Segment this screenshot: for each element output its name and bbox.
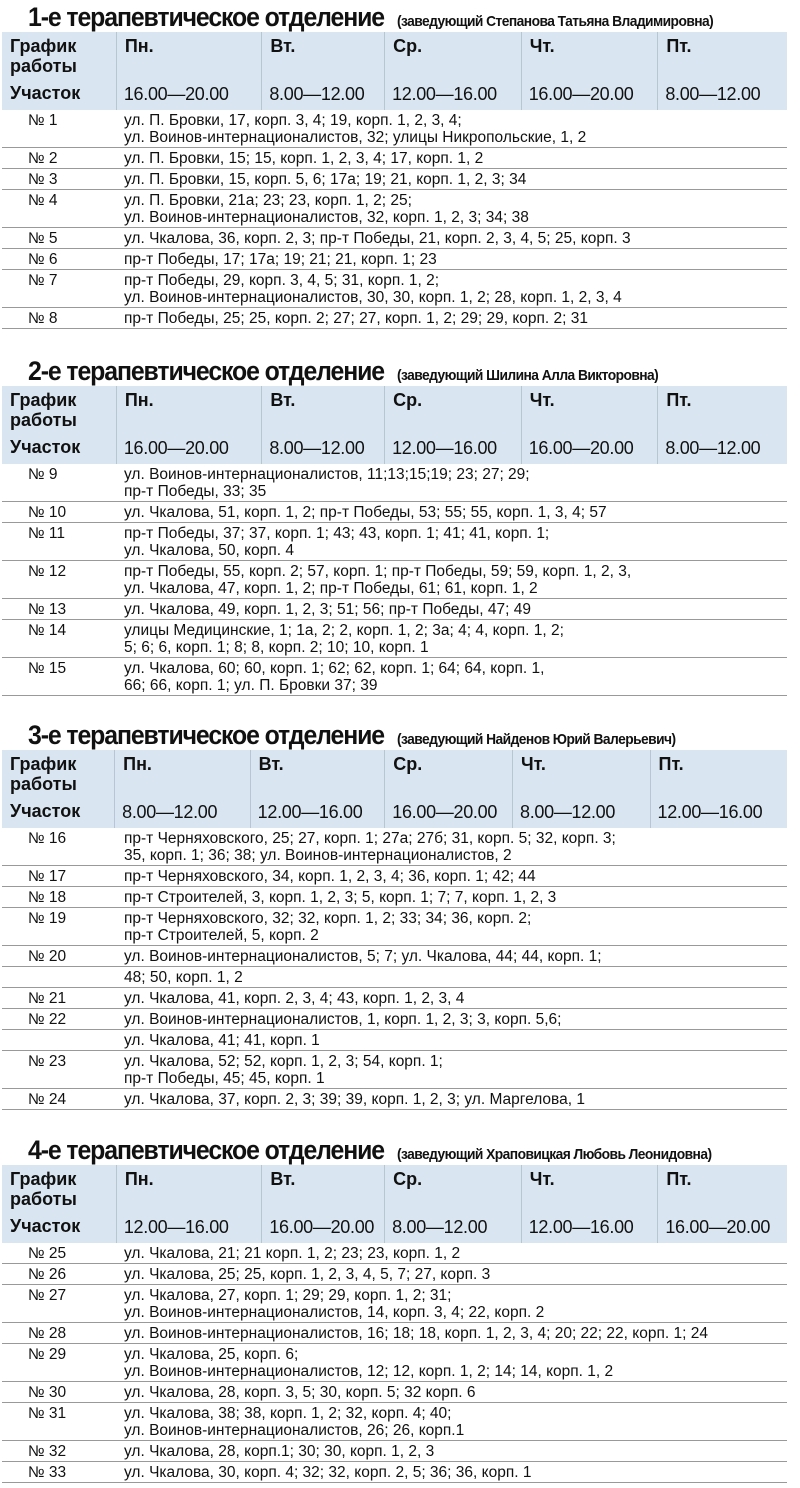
address-line: ул. Чкалова, 30, корп. 4; 32; 32, корп. 2, 5; 36; 36, корп. 1 [124,1464,532,1481]
district-row [2,967,787,988]
department-section [0,2,800,329]
district-number: № 28 [28,1325,67,1342]
district-row [2,249,787,270]
address-line: ул. Воинов-интернационалистов, 16; 18; 18, корп. 1, 2, 3, 4; 20; 22; 22, корп. 1; 24 [124,1325,708,1342]
district-number: № 1 [28,112,58,129]
day-hours: 16.00—20.00 [665,1217,771,1237]
schedule-day [261,1165,384,1243]
district-row [2,1051,787,1089]
address-line: пр-т Победы, 37; 37, корп. 1; 43; 43, корп. 1; 41; 41, корп. 1; [124,525,550,542]
district-addresses [124,171,787,188]
schedule-day [116,386,262,464]
district-row [2,828,787,866]
schedule-day [116,1165,262,1243]
district-addresses [124,230,787,247]
district-row [2,308,787,329]
district-row [2,561,787,599]
district-number: № 6 [28,251,58,268]
district-row [2,502,787,523]
district-row [2,1403,787,1441]
district-row [2,270,787,308]
district-number: № 20 [28,948,67,965]
day-name: Пт. [666,1169,692,1189]
day-hours: 12.00—16.00 [528,1217,634,1237]
department-name: 4-е терапевтическое отделение [28,1135,385,1165]
day-name: Ср. [393,36,423,56]
day-hours: 16.00—20.00 [123,438,229,458]
district-row [2,169,787,190]
district-addresses [124,868,787,885]
district-number: № 30 [28,1384,67,1401]
district-addresses [124,1464,787,1481]
schedule-day [657,1165,787,1243]
district-number: № 24 [28,1091,67,1108]
district-list [2,1243,787,1483]
day-name: Чт. [521,754,546,774]
address-line: ул. Воинов-интернационалистов, 14, корп. 3, 4; 22, корп. 2 [124,1304,545,1321]
schedule-day [384,32,521,110]
address-line: пр-т Победы, 33; 35 [124,483,267,500]
address-line: пр-т Черняховского, 32; 32, корп. 1, 2; 33; 34; 36, корп. 2; [124,910,532,927]
address-line: ул. Чкалова, 52; 52, корп. 1, 2, 3; 54, корп. 1; [124,1053,443,1070]
district-addresses [124,889,787,906]
schedule-day [384,386,521,464]
district-addresses [124,150,787,167]
day-hours: 16.00—20.00 [528,84,634,104]
department-title [0,356,800,386]
district-number: № 19 [28,910,67,927]
day-name: Пт. [658,754,684,774]
district-addresses [124,1053,787,1087]
address-line: ул. Чкалова, 37, корп. 2, 3; 39; 39, корп. 1, 2, 3; ул. Маргелова, 1 [124,1091,585,1108]
address-line: ул. Чкалова, 25, корп. 6; [124,1346,299,1363]
address-line: ул. Чкалова, 47, корп. 1, 2; пр-т Победы, 61; 61, корп. 1, 2 [124,580,538,597]
district-row [2,658,787,696]
day-name: Вт. [270,390,296,410]
address-line: улицы Медицинские, 1; 1а, 2; 2, корп. 1, 2; 3а; 4; 4, корп. 1, 2; [124,622,564,639]
day-name: Вт. [270,36,296,56]
district-number: № 22 [28,1011,67,1028]
address-line: ул. Воинов-интернационалистов, 32; улицы Никропольские, 1, 2 [124,129,587,146]
day-name: Ср. [393,754,423,774]
district-number: № 2 [28,150,58,167]
schedule-day [521,386,658,464]
district-addresses [124,660,787,694]
district-row [2,866,787,887]
address-line: ул. Воинов-интернационалистов, 1, корп. 1, 2, 3; 3, корп. 5,6; [124,1011,562,1028]
district-addresses [124,525,787,559]
district-row [2,887,787,908]
district-number: № 17 [28,868,67,885]
district-number: № 8 [28,310,58,327]
department-head: (заведующий Храповицкая Любовь Леонидовна) [397,1146,712,1163]
district-row [2,946,787,967]
district-number: № 4 [28,192,58,209]
address-line: ул. Воинов-интернационалистов, 26; 26, корп.1 [124,1422,465,1439]
district-number: № 9 [28,466,58,483]
district-row [2,228,787,249]
day-hours: 16.00—20.00 [269,1217,375,1237]
district-addresses [124,990,787,1007]
day-hours: 16.00—20.00 [123,84,229,104]
district-addresses [124,1266,787,1283]
district-number: № 33 [28,1464,67,1481]
district-row [2,908,787,946]
district-addresses [124,910,787,944]
address-line: ул. Чкалова, 25; 25, корп. 1, 2, 3, 4, 5, 7; 27, корп. 3 [124,1266,491,1283]
address-line: ул. Чкалова, 60; 60, корп. 1; 62; 62, корп. 1; 64; 64, корп. 1, [124,660,545,677]
district-row [2,110,787,148]
district-number: № 27 [28,1287,67,1304]
district-row [2,1089,787,1110]
district-addresses [124,1405,787,1439]
day-hours: 12.00—16.00 [257,802,363,822]
district-addresses [124,601,787,618]
address-line: пр-т Победы, 45; 45, корп. 1 [124,1070,325,1087]
address-line: пр-т Черняховского, 34, корп. 1, 2, 3, 4; 36, корп. 1; 42; 44 [124,868,536,885]
address-line: ул. Чкалова, 28, корп. 3, 5; 30, корп. 5; 32 корп. 6 [124,1384,476,1401]
district-addresses [124,563,787,597]
district-addresses [124,504,787,521]
schedule-day [657,386,787,464]
schedule-label-cell [2,386,116,464]
schedule-day [384,750,512,828]
department-section [0,720,800,1110]
schedule-day [650,750,788,828]
address-line: ул. Чкалова, 38; 38, корп. 1, 2; 32, корп. 4; 40; [124,1405,452,1422]
district-row [2,1344,787,1382]
schedule-day [114,750,250,828]
district-addresses [124,1011,787,1028]
district-number: № 13 [28,601,67,618]
district-number: № 14 [28,622,67,639]
district-number: № 25 [28,1245,67,1262]
department-name: 1-е терапевтическое отделение [28,2,385,32]
schedule-label: График работы [10,1169,77,1209]
district-number: № 18 [28,889,67,906]
address-line: ул. Чкалова, 41; 41, корп. 1 [124,1032,320,1049]
district-row [2,1441,787,1462]
district-addresses [124,192,787,226]
schedule-label-cell [2,32,116,110]
district-row [2,1009,787,1030]
address-line: пр-т Победы, 17; 17а; 19; 21; 21, корп. 1; 23 [124,251,437,268]
department-title [0,1135,800,1165]
address-line: пр-т Победы, 55, корп. 2; 57, корп. 1; пр-т Победы, 59; 59, корп. 1, 2, 3, [124,563,632,580]
address-line: ул. Чкалова, 27, корп. 1; 29; 29, корп. 1, 2; 31; [124,1287,452,1304]
district-row [2,988,787,1009]
schedule-day [521,32,658,110]
district-row [2,148,787,169]
address-line: ул. Чкалова, 21; 21 корп. 1, 2; 23; 23, корп. 1, 2 [124,1245,461,1262]
address-line: пр-т Черняховского, 25; 27, корп. 1; 27а; 27б; 31, корп. 5; 32, корп. 3; [124,830,616,847]
district-number [2,969,124,986]
day-hours: 8.00—12.00 [269,438,365,458]
schedule-day [384,1165,521,1243]
address-line: пр-т Победы, 25; 25, корп. 2; 27; 27, корп. 1, 2; 29; 29, корп. 2; 31 [124,310,589,327]
district-number: № 15 [28,660,67,677]
district-label: Участок [10,1216,81,1236]
district-addresses [124,1032,787,1049]
schedule-day [521,1165,658,1243]
address-line: ул. Чкалова, 50, корп. 4 [124,542,294,559]
district-number: № 7 [28,272,58,289]
address-line: 66; 66, корп. 1; ул. П. Бровки 37; 39 [124,677,378,694]
district-addresses [124,622,787,656]
address-line: ул. Воинов-интернационалистов, 5; 7; ул. Чкалова, 44; 44, корп. 1; [124,948,602,965]
district-number: № 12 [28,563,67,580]
district-addresses [124,272,787,306]
schedule-header [2,1165,787,1243]
address-line: 5; 6; 6, корп. 1; 8; 8, корп. 2; 10; 10, корп. 1 [124,639,429,656]
district-number: № 11 [28,525,66,542]
district-addresses [124,948,787,965]
address-line: ул. П. Бровки, 17, корп. 3, 4; 19, корп. 1, 2, 3, 4; [124,112,462,129]
schedule-header [2,386,787,464]
address-line: пр-т Строителей, 3, корп. 1, 2, 3; 5, корп. 1; 7; 7, корп. 1, 2, 3 [124,889,557,906]
day-name: Пт. [666,390,692,410]
district-list [2,464,787,696]
district-addresses [124,310,787,327]
day-name: Чт. [529,390,555,410]
address-line: ул. Воинов-интернационалистов, 30, 30, корп. 1, 2; 28, корп. 1, 2, 3, 4 [124,289,622,306]
address-line: ул. Чкалова, 41, корп. 2, 3, 4; 43, корп. 1, 2, 3, 4 [124,990,465,1007]
district-row [2,523,787,561]
address-line: ул. Воинов-интернационалистов, 12; 12, корп. 1, 2; 14; 14, корп. 1, 2 [124,1363,614,1380]
day-hours: 8.00—12.00 [392,1217,488,1237]
address-line: ул. Воинов-интернационалистов, 32, корп. 1, 2, 3; 34; 38 [124,209,529,226]
district-row [2,190,787,228]
district-row [2,620,787,658]
day-hours: 8.00—12.00 [122,802,218,822]
department-section [0,1135,800,1483]
department-name: 3-е терапевтическое отделение [28,720,385,750]
district-number: № 3 [28,171,58,188]
day-name: Чт. [529,36,555,56]
district-row [2,1285,787,1323]
day-name: Пн. [124,390,154,410]
address-line: ул. Чкалова, 49, корп. 1, 2, 3; 51; 56; пр-т Победы, 47; 49 [124,601,531,618]
district-addresses [124,1346,787,1380]
day-hours: 8.00—12.00 [520,802,616,822]
schedule-day [116,32,262,110]
district-addresses [124,969,787,986]
address-line: ул. П. Бровки, 15; 15, корп. 1, 2, 3, 4; 17, корп. 1, 2 [124,150,484,167]
district-number: № 26 [28,1266,67,1283]
day-name: Пн. [123,754,152,774]
address-line: 35, корп. 1; 36; 38; ул. Воинов-интернационалистов, 2 [124,847,512,864]
district-row [2,1382,787,1403]
district-addresses [124,251,787,268]
district-number: № 23 [28,1053,67,1070]
district-row [2,1323,787,1344]
district-addresses [124,1245,787,1262]
department-head: (заведующий Степанова Татьяна Владимировна) [397,13,714,30]
address-line: ул. Чкалова, 51, корп. 1, 2; пр-т Победы, 53; 55; 55, корп. 1, 3, 4; 57 [124,504,607,521]
district-number: № 31 [28,1405,67,1422]
department-head: (заведующий Найденов Юрий Валерьевич) [397,731,676,748]
day-name: Вт. [270,1169,296,1189]
department-name: 2-е терапевтическое отделение [28,356,385,386]
district-addresses [124,1091,787,1108]
address-line: пр-т Строителей, 5, корп. 2 [124,927,319,944]
schedule-day [261,32,384,110]
address-line: ул. Чкалова, 28, корп.1; 30; 30, корп. 1, 2, 3 [124,1443,435,1460]
district-number [2,1032,124,1049]
address-line: пр-т Победы, 29, корп. 3, 4, 5; 31, корп. 1, 2; [124,272,440,289]
district-addresses [124,1443,787,1460]
district-addresses [124,466,787,500]
district-number: № 29 [28,1346,67,1363]
address-line: ул. П. Бровки, 21а; 23; 23, корп. 1, 2; 25; [124,192,412,209]
day-name: Пн. [124,36,154,56]
schedule-day [657,32,787,110]
department-title [0,720,800,750]
day-hours: 8.00—12.00 [665,84,761,104]
district-addresses [124,1287,787,1321]
day-hours: 8.00—12.00 [665,438,761,458]
day-name: Ср. [393,390,423,410]
district-label: Участок [10,801,81,821]
day-hours: 16.00—20.00 [392,802,498,822]
district-list [2,110,787,329]
day-name: Пт. [666,36,692,56]
schedule-day [261,386,384,464]
district-addresses [124,1325,787,1342]
district-row [2,464,787,502]
day-hours: 12.00—16.00 [657,802,763,822]
schedule-label: График работы [10,36,77,76]
district-row [2,1462,787,1483]
district-number: № 16 [28,830,67,847]
district-number: № 5 [28,230,58,247]
day-name: Вт. [258,754,284,774]
address-line: 48; 50, корп. 1, 2 [124,969,243,986]
schedule-label: График работы [10,754,77,794]
day-name: Ср. [393,1169,423,1189]
district-label: Участок [10,83,81,103]
district-addresses [124,830,787,864]
district-label: Участок [10,437,81,457]
day-hours: 16.00—20.00 [528,438,634,458]
district-addresses [124,1384,787,1401]
address-line: ул. Воинов-интернационалистов, 11;13;15;19; 23; 27; 29; [124,466,530,483]
day-hours: 12.00—16.00 [123,1217,229,1237]
schedule-label: График работы [10,390,77,430]
day-hours: 12.00—16.00 [392,84,497,104]
day-name: Чт. [529,1169,555,1189]
district-number: № 32 [28,1443,67,1460]
day-name: Пн. [124,1169,154,1189]
department-title [0,2,800,32]
address-line: ул. П. Бровки, 15, корп. 5, 6; 17а; 19; 21, корп. 1, 2, 3; 34 [124,171,527,188]
department-head: (заведующий Шилина Алла Викторовна) [397,367,659,384]
department-section [0,356,800,696]
district-row [2,1243,787,1264]
schedule-day [512,750,650,828]
day-hours: 12.00—16.00 [392,438,497,458]
schedule-label-cell [2,1165,116,1243]
schedule-header [2,750,787,828]
district-row [2,1264,787,1285]
schedule-header [2,32,787,110]
district-number: № 21 [28,990,67,1007]
district-row [2,599,787,620]
day-hours: 8.00—12.00 [269,84,365,104]
district-number: № 10 [28,504,67,521]
district-addresses [124,112,787,146]
district-row [2,1030,787,1051]
schedule-label-cell [2,750,114,828]
address-line: ул. Чкалова, 36, корп. 2, 3; пр-т Победы, 21, корп. 2, 3, 4, 5; 25, корп. 3 [124,230,631,247]
district-list [2,828,787,1110]
schedule-day [250,750,385,828]
